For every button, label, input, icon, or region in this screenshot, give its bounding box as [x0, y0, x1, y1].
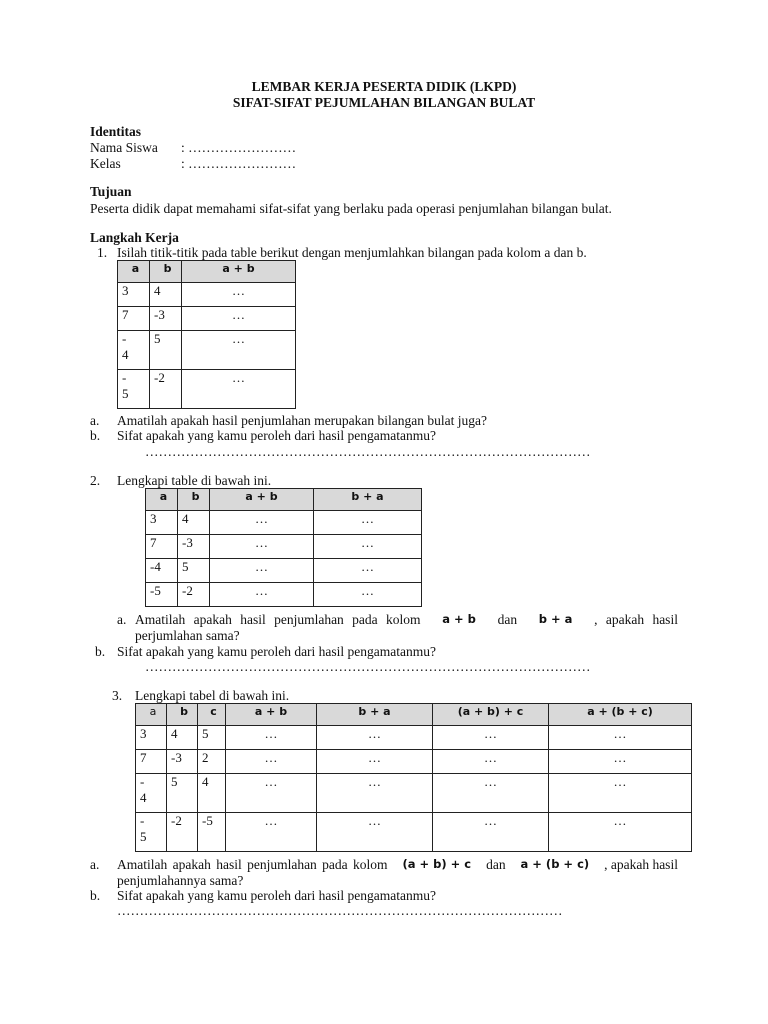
step3-answer-line[interactable]: ……………………………………………………………………………………… — [117, 903, 563, 918]
table-row — [118, 331, 296, 370]
answer-cell[interactable]: … — [317, 726, 433, 750]
answer-cell[interactable]: … — [210, 583, 314, 607]
step3-qa-pre: Amatilah apakah hasil penjumlahan pada kolom — [117, 857, 388, 872]
step2-qa-post: , apakah hasil — [594, 612, 678, 627]
table-header-cell: b — [178, 489, 210, 511]
step1-number: 1. — [97, 245, 108, 260]
table-header-row — [146, 489, 422, 511]
table-cell: 3 — [136, 726, 167, 750]
table-cell: 4 — [198, 774, 226, 813]
answer-cell[interactable]: … — [226, 750, 317, 774]
table-header-row — [118, 261, 296, 283]
answer-cell[interactable]: … — [317, 774, 433, 813]
table-header-cell: a + b — [210, 489, 314, 511]
step1-qb-letter: b. — [90, 428, 101, 443]
table-cell: -3 — [178, 535, 210, 559]
table-cell: 4 — [167, 726, 198, 750]
answer-cell[interactable]: … — [314, 511, 422, 535]
table-cell: -3 — [167, 750, 198, 774]
table-row — [146, 535, 422, 559]
step3-number: 3. — [112, 688, 123, 703]
answer-cell[interactable]: … — [317, 813, 433, 852]
answer-cell[interactable]: … — [210, 511, 314, 535]
step3-qb: Sifat apakah yang kamu peroleh dari hasil pengamatanmu? — [117, 888, 437, 903]
step2-qb: Sifat apakah yang kamu peroleh dari hasil pengamatanmu? — [117, 644, 437, 659]
table-cell: -5 — [146, 583, 178, 607]
step1-qa-letter: a. — [90, 413, 100, 428]
table-row — [118, 283, 296, 307]
step2-qa-expr2: b + a — [538, 612, 573, 626]
table-cell: -3 — [150, 307, 182, 331]
table-cell: 7 — [146, 535, 178, 559]
step1-qb: Sifat apakah yang kamu peroleh dari hasil pengamatanmu? — [117, 428, 437, 443]
tujuan-text: Peserta didik dapat memahami sifat-sifat yang berlaku pada operasi penjumlahan bilangan bulat. — [90, 201, 612, 216]
table-header-cell: a + b — [182, 261, 296, 283]
step3-qa-line2: penjumlahannya sama? — [117, 873, 244, 888]
table-row — [146, 583, 422, 607]
table-header-cell: b + a — [314, 489, 422, 511]
table-row — [146, 511, 422, 535]
step1-instruction: Isilah titik-titik pada table berikut dengan menjumlahkan bilangan pada kolom a dan b. — [117, 245, 587, 260]
step3-table — [135, 703, 692, 852]
table-header-cell: a + b — [226, 704, 317, 726]
answer-cell[interactable]: … — [182, 307, 296, 331]
table-cell: 5 — [198, 726, 226, 750]
nama-label: Nama Siswa — [90, 140, 158, 155]
answer-cell[interactable]: … — [314, 559, 422, 583]
table-header-cell: a — [136, 704, 167, 726]
table-row — [136, 726, 692, 750]
answer-cell[interactable]: … — [433, 774, 549, 813]
answer-cell[interactable]: … — [210, 535, 314, 559]
nama-field[interactable]: : …………………… — [181, 140, 297, 155]
table-cell: -2 — [178, 583, 210, 607]
table-header-cell: (a + b) + c — [433, 704, 549, 726]
table-header-row — [136, 704, 692, 726]
table-header-cell: c — [198, 704, 226, 726]
table-cell: 2 — [198, 750, 226, 774]
table-cell: -4 — [146, 559, 178, 583]
step2-instruction: Lengkapi table di bawah ini. — [117, 473, 272, 488]
table-cell: 3 — [118, 283, 150, 307]
table-header-cell: b — [167, 704, 198, 726]
answer-cell[interactable]: … — [549, 726, 692, 750]
identitas-heading: Identitas — [90, 124, 142, 139]
step3-qa-expr2: a + (b + c) — [520, 857, 590, 871]
table-cell: - 4 — [136, 774, 167, 813]
table-cell: - 4 — [118, 331, 150, 370]
step3-instruction: Lengkapi tabel di bawah ini. — [135, 688, 290, 703]
table-row — [118, 370, 296, 409]
table-header-cell: b + a — [317, 704, 433, 726]
table-header-cell: a + (b + c) — [549, 704, 692, 726]
answer-cell[interactable]: … — [226, 774, 317, 813]
answer-cell[interactable]: … — [182, 370, 296, 409]
table-cell: 7 — [136, 750, 167, 774]
table-row — [136, 813, 692, 852]
kelas-label: Kelas — [90, 156, 121, 171]
table-cell: 3 — [146, 511, 178, 535]
table-cell: 7 — [118, 307, 150, 331]
step3-qa-post: , apakah hasil — [604, 857, 678, 872]
answer-cell[interactable]: … — [549, 774, 692, 813]
table-cell: 4 — [150, 283, 182, 307]
table-row — [118, 307, 296, 331]
tujuan-heading: Tujuan — [90, 184, 132, 199]
table-cell: 5 — [167, 774, 198, 813]
answer-cell[interactable]: … — [549, 813, 692, 852]
step2-qb-letter: b. — [95, 644, 106, 659]
answer-cell[interactable]: … — [317, 750, 433, 774]
table-cell: - 5 — [136, 813, 167, 852]
page-title: LEMBAR KERJA PESERTA DIDIK (LKPD) — [251, 79, 517, 94]
step2-qa-mid: dan — [497, 612, 518, 627]
answer-cell[interactable]: … — [226, 813, 317, 852]
answer-cell[interactable]: … — [182, 331, 296, 370]
page-subtitle: SIFAT-SIFAT PEJUMLAHAN BILANGAN BULAT — [232, 95, 536, 110]
step2-qa-expr1: a + b — [442, 612, 476, 626]
answer-cell[interactable]: … — [314, 583, 422, 607]
step2-qa-pre: Amatilah apakah hasil penjumlahan pada kolom — [135, 612, 421, 627]
step3-qa-letter: a. — [90, 857, 100, 872]
step3-qa-mid: dan — [486, 857, 506, 872]
answer-cell[interactable]: … — [314, 535, 422, 559]
answer-cell[interactable]: … — [433, 750, 549, 774]
step2-qa — [135, 612, 678, 628]
table-row — [136, 750, 692, 774]
step3-qa — [117, 857, 678, 873]
kelas-field[interactable]: : …………………… — [181, 156, 297, 171]
table-cell: -2 — [150, 370, 182, 409]
step2-table — [145, 488, 422, 607]
step1-table — [117, 260, 296, 409]
table-header-cell: b — [150, 261, 182, 283]
step2-answer-line[interactable]: ……………………………………………………………………………………… — [145, 659, 591, 674]
answer-cell[interactable]: … — [182, 283, 296, 307]
table-row — [136, 774, 692, 813]
table-cell: 5 — [150, 331, 182, 370]
step1-answer-line[interactable]: ……………………………………………………………………………………… — [145, 444, 591, 459]
table-cell: 4 — [178, 511, 210, 535]
table-header-cell: a — [118, 261, 150, 283]
table-cell: -5 — [198, 813, 226, 852]
table-cell: 5 — [178, 559, 210, 583]
answer-cell[interactable]: … — [549, 750, 692, 774]
step1-qa: Amatilah apakah hasil penjumlahan merupakan bilangan bulat juga? — [117, 413, 487, 428]
table-row — [146, 559, 422, 583]
table-cell: -2 — [167, 813, 198, 852]
table-header-cell: a — [146, 489, 178, 511]
answer-cell[interactable]: … — [226, 726, 317, 750]
step2-qa-letter: a. — [117, 612, 127, 627]
answer-cell[interactable]: … — [433, 813, 549, 852]
step2-qa-line2: perjumlahan sama? — [135, 628, 240, 643]
answer-cell[interactable]: … — [210, 559, 314, 583]
table-cell: - 5 — [118, 370, 150, 409]
step3-qa-expr1: (a + b) + c — [402, 857, 472, 871]
langkah-heading: Langkah Kerja — [90, 230, 179, 245]
step2-number: 2. — [90, 473, 101, 488]
answer-cell[interactable]: … — [433, 726, 549, 750]
step3-qb-letter: b. — [90, 888, 101, 903]
